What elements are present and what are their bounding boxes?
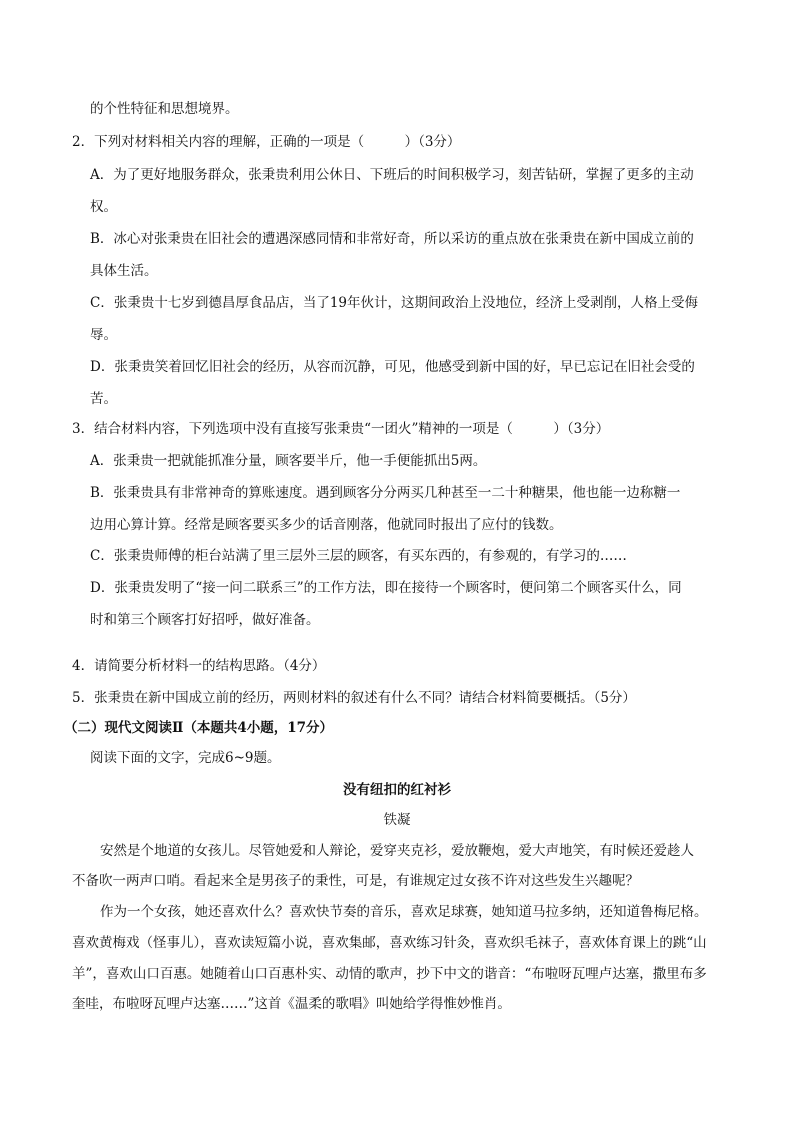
q2-option-b: B．冰心对张秉贵在旧社会的遭遇深感同情和非常好奇，所以采访的重点放在张秉贵在新中国成立前的 <box>90 231 694 247</box>
q2-option-a-cont: 权。 <box>90 199 117 215</box>
q3-option-a: A．张秉贵一把就能抓准分量，顾客要半斤，他一手便能抓出5两。 <box>90 453 487 469</box>
q3-option-d: D．张秉贵发明了“接一问二联系三”的工作方法，即在接待一个顾客时，便问第二个顾客买什么，同 <box>90 580 682 596</box>
story-paragraph-2: 作为一个女孩，她还喜欢什么？喜欢快节奏的音乐，喜欢足球赛，她知道马拉多纳，还知道鲁梅尼格。 <box>100 904 708 920</box>
story-paragraph-2-cont-1: 喜欢黄梅戏（怪事儿），喜欢读短篇小说，喜欢集邮，喜欢练习针灸，喜欢织毛袜子，喜欢体育课上的跳“山 <box>72 935 707 951</box>
q2-option-d-cont: 苦。 <box>90 391 117 407</box>
q2-option-c: C．张秉贵十七岁到德昌厚食品店，当了19年伙计，这期间政治上没地位，经济上受剥削，人格上受侮 <box>90 295 699 311</box>
section-heading: （二）现代文阅读Ⅱ（本题共4小题，17分） <box>64 720 334 736</box>
question-2: 2．下列对材料相关内容的理解，正确的一项是（ ）（3分） <box>72 134 461 150</box>
q2-option-c-cont: 辱。 <box>90 327 117 343</box>
q3-option-c: C．张秉贵师傅的柜台站满了里三层外三层的顾客，有买东西的，有参观的，有学习的…… <box>90 548 627 564</box>
q2-option-b-cont: 具体生活。 <box>90 263 158 279</box>
q3-option-d-cont: 时和第三个顾客打好招呼，做好准备。 <box>90 612 320 628</box>
prev-question-tail: 的个性特征和思想境界。 <box>90 101 239 117</box>
reading-instruction: 阅读下面的文字，完成6~9题。 <box>90 750 281 766</box>
question-5: 5．张秉贵在新中国成立前的经历，两则材料的叙述有什么不同？请结合材料简要概括。（5分） <box>72 690 636 706</box>
story-author: 铁凝 <box>383 812 411 828</box>
story-title: 没有纽扣的红衬衫 <box>343 782 451 798</box>
story-paragraph-2-cont-3: 奎哇，布啦呀瓦哩卢达塞……”这首《温柔的歌唱》叫她给学得惟妙惟肖。 <box>72 996 511 1012</box>
question-3: 3．结合材料内容，下列选项中没有直接写张秉贵“一团火”精神的一项是（ ）（3分） <box>72 421 610 437</box>
q2-option-d: D．张秉贵笑着回忆旧社会的经历，从容而沉静，可见，他感受到新中国的好，早已忘记在旧社会受的 <box>90 359 695 375</box>
q2-option-a: A．为了更好地服务群众，张秉贵利用公休日、下班后的时间积极学习，刻苦钻研，掌握了更多的主动 <box>90 167 694 183</box>
q3-option-b-cont: 边用心算计算。经常是顾客要买多少的话音刚落，他就同时报出了应付的钱数。 <box>90 517 563 533</box>
story-paragraph-2-cont-2: 羊”，喜欢山口百惠。她随着山口百惠朴实、动情的歌声，抄下中文的谐音：“布啦呀瓦哩卢达塞，撒里布多 <box>72 966 707 982</box>
q3-option-b: B．张秉贵具有非常神奇的算账速度。遇到顾客分分两买几种甚至一二十种糖果，他也能一边称糖一 <box>90 485 681 501</box>
story-paragraph-1: 安然是个地道的女孩儿。尽管她爱和人辩论，爱穿夹克衫，爱放鞭炮，爱大声地笑，有时候还爱趁人 <box>100 843 694 859</box>
question-4: 4．请简要分析材料一的结构思路。（4分） <box>72 658 326 674</box>
story-paragraph-1-cont: 不备吹一两声口哨。看起来全是男孩子的秉性，可是，有谁规定过女孩不许对这些发生兴趣呢？ <box>72 873 639 889</box>
